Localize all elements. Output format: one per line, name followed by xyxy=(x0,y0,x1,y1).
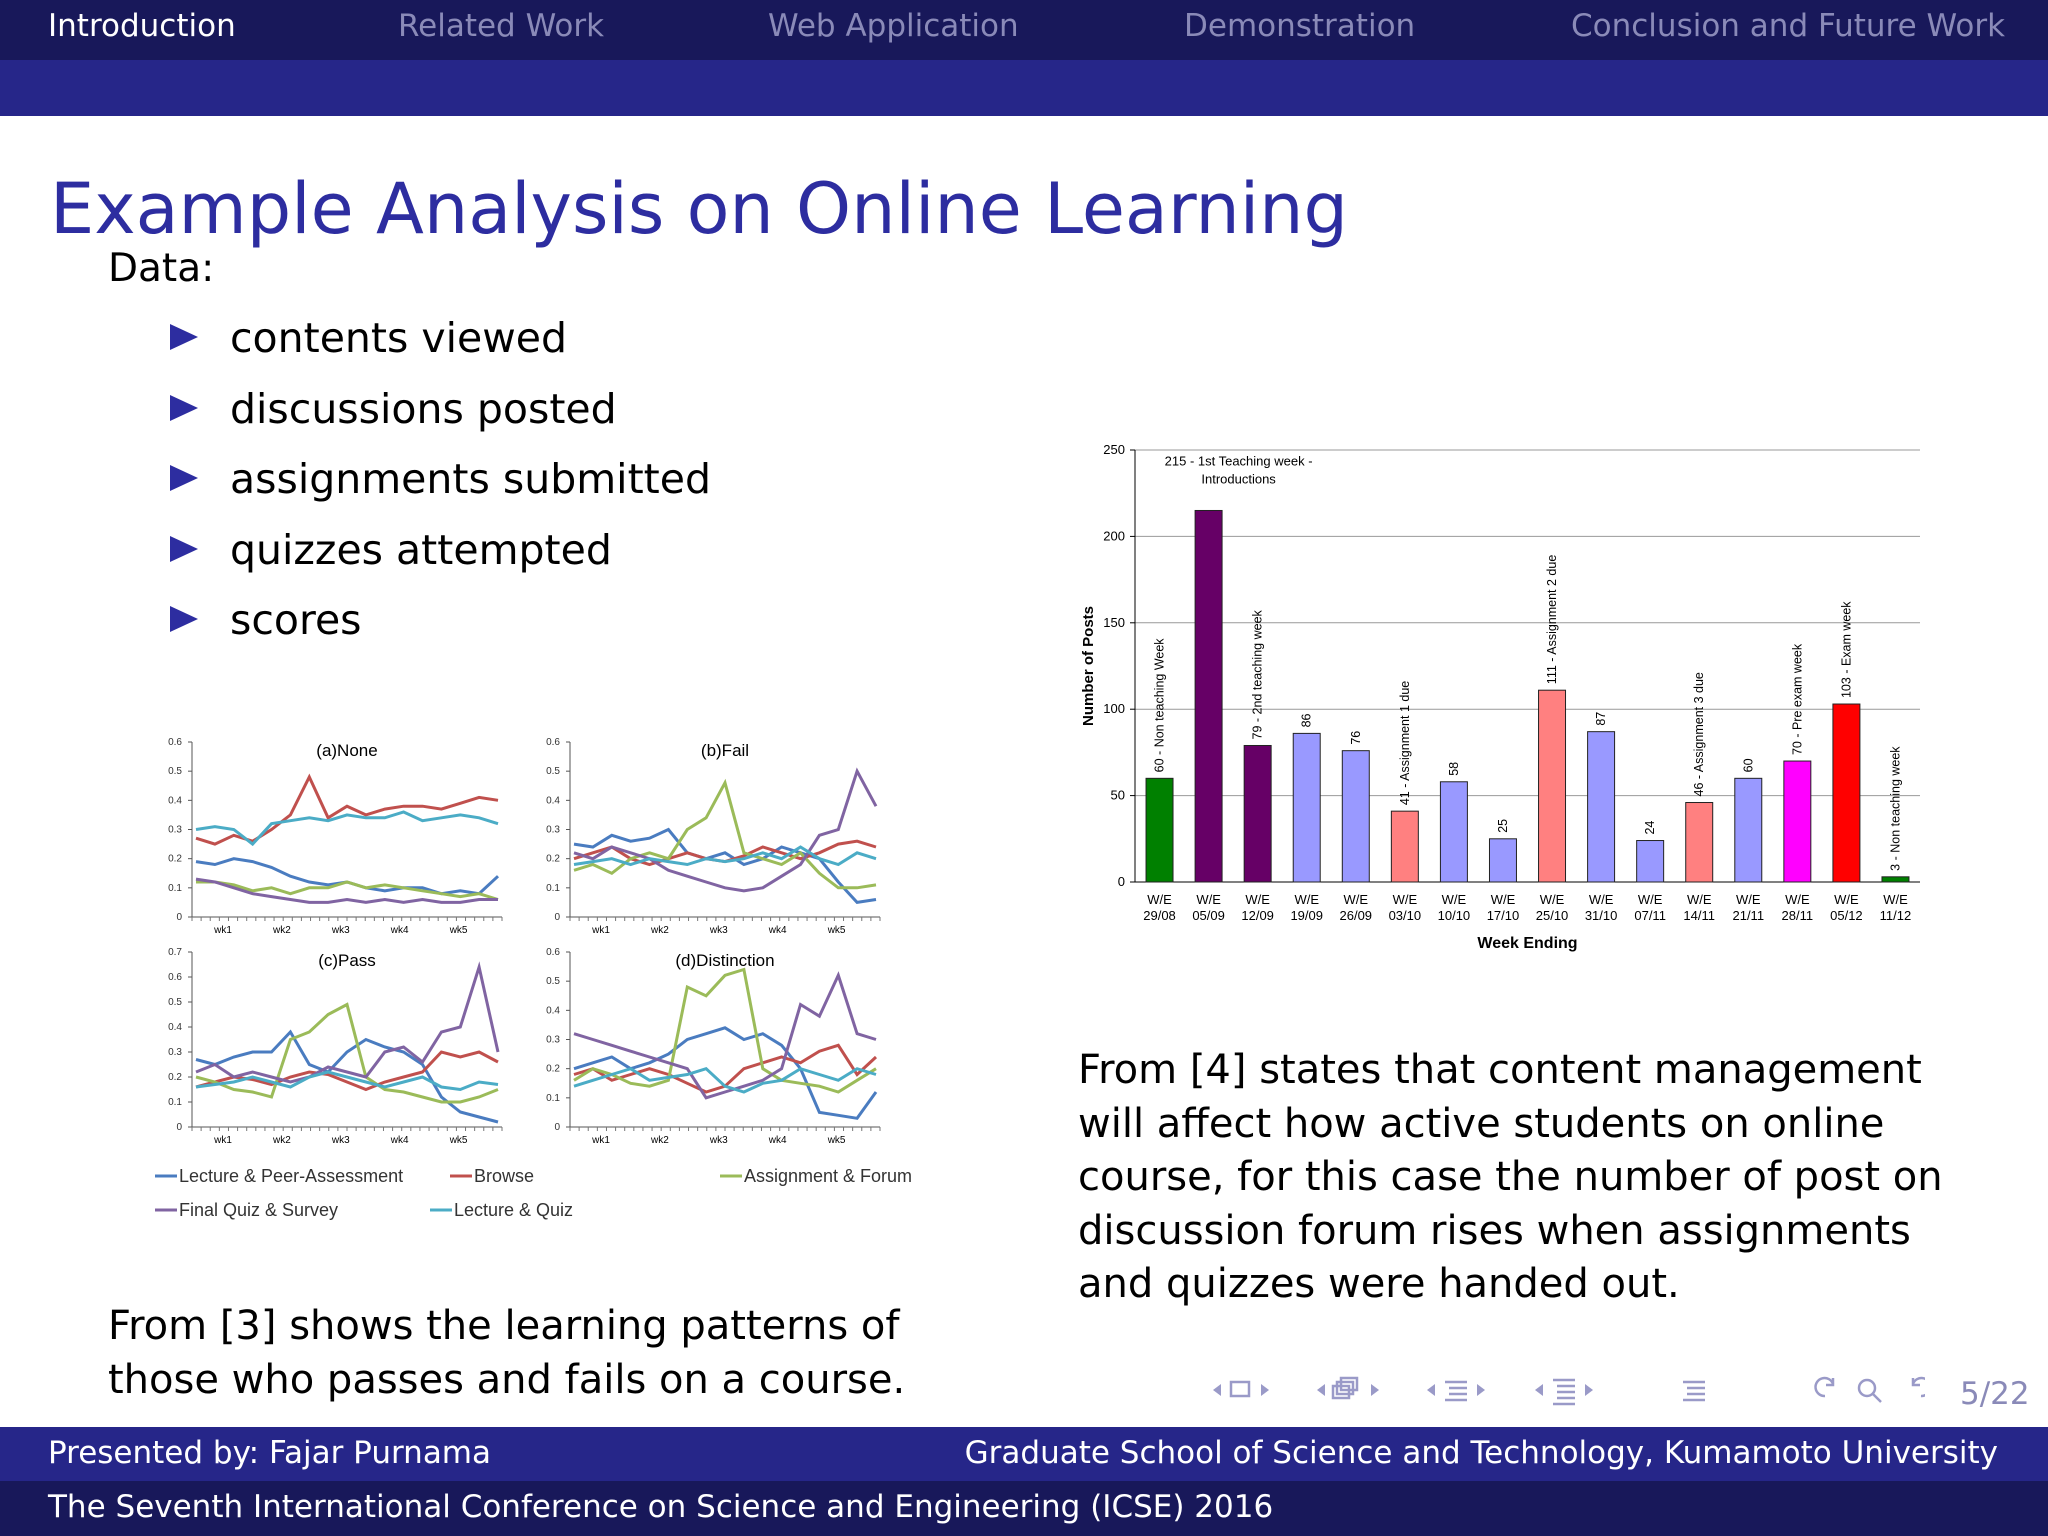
bar-annotation: 46 - Assignment 3 due xyxy=(1692,672,1707,797)
y-tick-label: 200 xyxy=(1103,528,1125,544)
x-tick-label: 07/11 xyxy=(1634,908,1666,923)
y-tick-label: 0.3 xyxy=(168,1047,182,1058)
bar-annotation: 70 - Pre exam week xyxy=(1790,643,1805,756)
x-tick-label: wk5 xyxy=(449,925,468,936)
section-nav-icon[interactable] xyxy=(1427,1382,1485,1400)
triangle-bullet-icon xyxy=(170,465,198,491)
y-tick-label: 0.6 xyxy=(546,947,560,958)
bar-annotation: 79 - 2nd teaching week xyxy=(1250,610,1265,740)
legend-label: Browse xyxy=(474,1166,535,1186)
x-tick-label: W/E xyxy=(1539,892,1565,907)
x-tick-label: 25/10 xyxy=(1535,908,1569,923)
x-tick-label: W/E xyxy=(1294,892,1319,907)
y-tick-label: 0 xyxy=(1117,874,1125,889)
y-tick-label: 0 xyxy=(554,1122,560,1133)
x-tick-label: 10/10 xyxy=(1437,908,1471,923)
y-tick-label: 150 xyxy=(1103,614,1125,630)
y-tick-label: 0.3 xyxy=(546,824,560,836)
bar xyxy=(1342,751,1369,882)
x-tick-label: W/E xyxy=(1834,892,1859,907)
bullet-text: quizzes attempted xyxy=(230,525,612,574)
paragraph-line: will affect how active students on online xyxy=(1078,1100,1885,1147)
y-tick-label: 0.5 xyxy=(168,766,182,778)
bar-annotation: 103 - Exam week xyxy=(1839,601,1854,699)
x-tick-label: wk3 xyxy=(709,925,728,936)
y-tick-label: 0.2 xyxy=(546,1063,560,1075)
learning-patterns-figure xyxy=(140,720,940,1240)
paragraph-line: discussion forum rises when assignments xyxy=(1078,1207,1911,1254)
x-tick-label: wk3 xyxy=(709,1135,728,1146)
bar-annotation: 24 xyxy=(1643,820,1658,835)
bar xyxy=(1440,782,1467,882)
footer-institution: Graduate School of Science and Technology, Kumamoto University xyxy=(964,1435,1998,1471)
subsection-nav-icon[interactable] xyxy=(1317,1378,1379,1398)
slide-title: Example Analysis on Online Learning xyxy=(50,168,1348,250)
bar-annotation: 60 xyxy=(1741,758,1756,773)
x-tick-label: W/E xyxy=(1686,892,1712,907)
beamer-navigation-bar xyxy=(1205,1370,1925,1410)
bullet-text: assignments submitted xyxy=(230,455,711,503)
bar xyxy=(1735,778,1762,882)
bar xyxy=(1489,839,1516,882)
y-tick-label: 0.2 xyxy=(168,853,182,865)
x-tick-label: 12/09 xyxy=(1241,908,1274,923)
footer-presenter: Presented by: Fajar Purnama xyxy=(48,1435,492,1471)
paragraph-line: and quizzes were handed out. xyxy=(1078,1261,1680,1307)
y-tick-label: 0.5 xyxy=(546,766,560,778)
x-tick-label: 31/10 xyxy=(1584,908,1618,923)
triangle-bullet-icon xyxy=(170,536,198,562)
x-tick-label: W/E xyxy=(1147,892,1172,907)
y-tick-label: 0 xyxy=(176,912,182,923)
y-tick-label: 0.1 xyxy=(168,1097,182,1108)
presentation-nav-icon[interactable] xyxy=(1535,1380,1593,1404)
legend-label: Assignment & Forum xyxy=(744,1166,913,1186)
x-tick-label: wk1 xyxy=(214,1135,232,1146)
x-tick-label: 28/11 xyxy=(1781,908,1814,923)
appendix-icon[interactable] xyxy=(1683,1382,1705,1400)
x-tick-label: W/E xyxy=(1883,892,1908,907)
x-tick-label: wk2 xyxy=(651,925,669,936)
frame-nav-icon[interactable] xyxy=(1213,1382,1269,1396)
bar xyxy=(1833,704,1860,882)
x-tick-label: 03/10 xyxy=(1388,908,1422,923)
bar-annotation: 60 - Non teaching Week xyxy=(1152,638,1167,773)
bar-annotation: 41 - Assignment 1 due xyxy=(1397,680,1412,806)
x-tick-label: 05/09 xyxy=(1192,908,1225,923)
x-tick-label: wk2 xyxy=(651,1135,669,1146)
y-tick-label: 0.6 xyxy=(168,972,182,983)
bar-annotation: 87 xyxy=(1594,711,1609,726)
nav-subband xyxy=(0,60,2048,116)
legend-label: Lecture & Peer-Assessment xyxy=(179,1166,404,1186)
bullet-text: scores xyxy=(230,596,362,644)
y-tick-label: 0.4 xyxy=(168,1022,182,1033)
paragraph-line: From [4] states that content management xyxy=(1078,1047,1922,1093)
y-axis-label: Number of Posts xyxy=(1080,605,1097,727)
panel-title: (d)Distinction xyxy=(675,951,775,970)
right-paragraph xyxy=(1078,1044,1943,1312)
y-tick-label: 0.4 xyxy=(546,1005,560,1017)
y-tick-label: 0.1 xyxy=(546,882,560,894)
paragraph-line: From [3] shows the learning patterns of xyxy=(108,1303,900,1349)
y-tick-label: 0.6 xyxy=(168,737,182,748)
left-paragraph xyxy=(108,1300,905,1407)
y-tick-label: 0.5 xyxy=(546,976,560,988)
y-tick-label: 0.2 xyxy=(168,1072,182,1083)
x-tick-label: W/E xyxy=(1736,892,1761,907)
nav-item-conclusion[interactable]: Conclusion and Future Work xyxy=(1571,8,2006,44)
x-tick-label: W/E xyxy=(1441,892,1467,907)
bar xyxy=(1588,732,1615,882)
x-tick-label: W/E xyxy=(1637,892,1663,907)
footer-bottom-band xyxy=(0,1481,2048,1536)
x-tick-label: wk3 xyxy=(331,925,350,936)
undo-redo-search-icon[interactable] xyxy=(1816,1378,1925,1402)
x-tick-label: W/E xyxy=(1588,892,1614,907)
forum-posts-chart xyxy=(1070,430,1940,970)
bar-annotation: 58 xyxy=(1446,761,1461,776)
nav-item-demonstration[interactable]: Demonstration xyxy=(1184,8,1416,44)
bar xyxy=(1637,841,1664,882)
x-tick-label: wk5 xyxy=(827,925,846,936)
series-line xyxy=(196,812,498,844)
bar xyxy=(1882,877,1909,882)
x-tick-label: wk1 xyxy=(592,925,610,936)
panel-title: (b)Fail xyxy=(700,741,750,760)
panel-title: (a)None xyxy=(316,741,378,760)
bar-annotation: 25 xyxy=(1495,818,1510,833)
legend-label: Lecture & Quiz xyxy=(454,1200,574,1220)
y-tick-label: 0.3 xyxy=(546,1034,560,1046)
y-tick-label: 0.1 xyxy=(168,882,182,894)
bar xyxy=(1686,803,1713,882)
y-tick-label: 0.3 xyxy=(168,824,182,836)
triangle-bullet-icon xyxy=(170,606,198,632)
bar xyxy=(1784,761,1811,882)
bar xyxy=(1391,811,1418,882)
bullet-list xyxy=(170,310,711,663)
y-tick-label: 0.2 xyxy=(546,853,560,865)
nav-item-introduction[interactable]: Introduction xyxy=(48,8,236,44)
paragraph-line: course, for this case the number of post on xyxy=(1078,1154,1943,1200)
nav-item-web-application[interactable]: Web Application xyxy=(768,8,1019,44)
footer-top-band xyxy=(0,1427,2048,1481)
y-tick-label: 50 xyxy=(1110,787,1125,803)
x-tick-label: 19/09 xyxy=(1290,908,1323,923)
bar-annotation: 111 - Assignment 2 due xyxy=(1545,554,1560,685)
x-tick-label: W/E xyxy=(1490,892,1516,907)
y-tick-label: 0.4 xyxy=(546,795,560,807)
bar xyxy=(1539,690,1566,882)
legend-label: Final Quiz & Survey xyxy=(179,1200,339,1220)
x-tick-label: wk4 xyxy=(390,925,409,936)
y-tick-label: 0 xyxy=(554,912,560,923)
bar-annotation: 215 - 1st Teaching week - xyxy=(1164,453,1313,469)
panel-title: (c)Pass xyxy=(318,951,376,970)
x-tick-label: wk5 xyxy=(449,1135,468,1146)
x-tick-label: W/E xyxy=(1343,892,1369,907)
y-tick-label: 250 xyxy=(1103,442,1125,457)
triangle-bullet-icon xyxy=(170,324,198,350)
x-tick-label: 21/11 xyxy=(1732,908,1765,923)
triangle-bullet-icon xyxy=(170,395,198,421)
x-tick-label: wk1 xyxy=(214,925,232,936)
page-number: 5/22 xyxy=(1960,1376,2030,1412)
x-tick-label: 05/12 xyxy=(1830,908,1863,923)
y-tick-label: 0 xyxy=(176,1122,182,1133)
bar xyxy=(1244,745,1271,882)
x-tick-label: W/E xyxy=(1245,892,1270,907)
x-tick-label: wk2 xyxy=(273,925,291,936)
x-tick-label: W/E xyxy=(1196,892,1221,907)
bullet-text: contents viewed xyxy=(230,314,568,362)
y-tick-label: 0.5 xyxy=(168,997,182,1008)
bullet-item xyxy=(170,522,711,593)
bullet-item xyxy=(170,381,711,452)
bullet-item xyxy=(170,451,711,522)
bar xyxy=(1195,510,1222,882)
series-line xyxy=(196,967,498,1082)
x-tick-label: W/E xyxy=(1392,892,1418,907)
x-tick-label: 29/08 xyxy=(1143,908,1176,923)
x-tick-label: 14/11 xyxy=(1683,908,1716,923)
nav-item-related-work[interactable]: Related Work xyxy=(398,8,605,44)
bullet-item xyxy=(170,310,711,381)
bar xyxy=(1293,733,1320,882)
y-tick-label: 0.6 xyxy=(546,737,560,748)
bullet-item xyxy=(170,592,711,663)
y-tick-label: 100 xyxy=(1103,701,1125,717)
x-tick-label: wk2 xyxy=(273,1135,291,1146)
x-tick-label: W/E xyxy=(1785,892,1810,907)
y-tick-label: 0.4 xyxy=(168,795,182,807)
x-tick-label: wk4 xyxy=(768,925,787,936)
x-tick-label: wk3 xyxy=(331,1135,350,1146)
x-tick-label: 17/10 xyxy=(1486,908,1520,923)
bar-annotation: Introductions xyxy=(1201,471,1276,487)
x-tick-label: 26/09 xyxy=(1339,908,1373,923)
bar-annotation: 86 xyxy=(1299,713,1314,728)
section-nav xyxy=(0,0,2048,60)
paragraph-line: those who passes and fails on a course. xyxy=(108,1356,906,1403)
bar-annotation: 76 xyxy=(1348,730,1363,745)
x-tick-label: 11/12 xyxy=(1879,908,1912,923)
data-label: Data: xyxy=(108,246,215,291)
bullet-text: discussions posted xyxy=(230,384,617,433)
y-tick-label: 0.1 xyxy=(546,1092,560,1104)
x-tick-label: wk4 xyxy=(390,1135,409,1146)
x-axis-label: Week Ending xyxy=(1477,935,1578,952)
bar xyxy=(1146,778,1173,882)
footer-conference: The Seventh International Conference on Science and Engineering (ICSE) 2016 xyxy=(48,1489,1274,1525)
y-tick-label: 0.7 xyxy=(168,947,182,958)
x-tick-label: wk1 xyxy=(592,1135,610,1146)
bar-annotation: 3 - Non teaching week xyxy=(1888,746,1903,871)
x-tick-label: wk5 xyxy=(827,1135,846,1146)
x-tick-label: wk4 xyxy=(768,1135,787,1146)
